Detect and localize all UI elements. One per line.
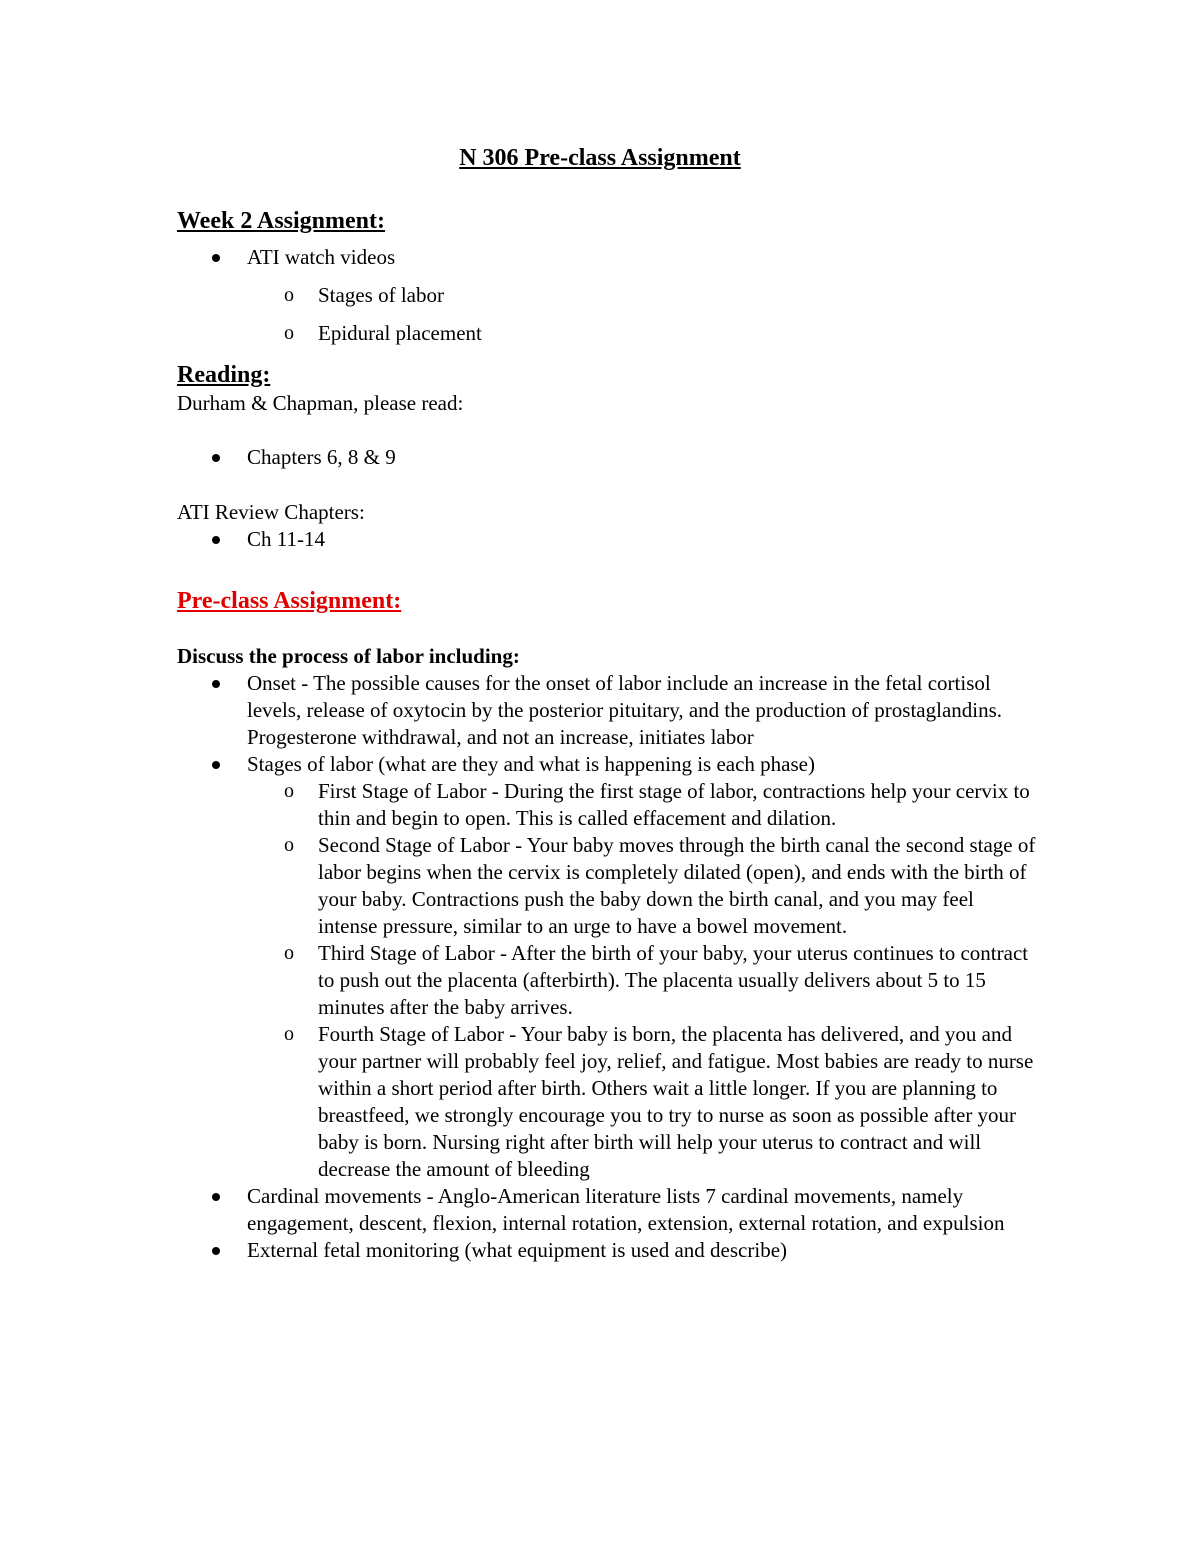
- preclass-heading: Pre-class Assignment:: [177, 588, 402, 614]
- list-item: [177, 244, 1037, 271]
- sub-list-item: [177, 1021, 1037, 1183]
- list-item: [177, 444, 1037, 471]
- discuss-list: [177, 670, 1037, 1264]
- circle-bullet-icon: o: [284, 284, 294, 306]
- list-item: [177, 1183, 1037, 1237]
- list-item-text: Chapters 6, 8 & 9: [247, 445, 396, 469]
- circle-bullet-icon: o: [284, 834, 294, 856]
- circle-bullet-icon: o: [284, 780, 294, 802]
- list-item-text: First Stage of Labor - During the first stage of labor, contractions help your cervix to thin and begin to open. This is called effacement and dilation.: [318, 779, 1030, 830]
- list-item-text: Second Stage of Labor - Your baby moves through the birth canal the second stage of labor begins when the cervix is completely dilated (open), and ends with the birth of your baby. Contractions push the baby down the birth canal, and you may feel intense pressure, similar to an urge to have a bowel movement.: [318, 833, 1036, 938]
- week-heading: Week 2 Assignment:: [177, 208, 386, 234]
- sub-list-item: [177, 778, 1037, 832]
- list-item: [177, 670, 1037, 751]
- list-item: [177, 526, 1037, 553]
- bullet-icon: [212, 1247, 220, 1255]
- sub-list-item: [177, 940, 1037, 1021]
- list-item: [177, 1237, 1037, 1264]
- reading-heading: Reading:: [177, 362, 271, 388]
- bullet-icon: [212, 761, 220, 769]
- bullet-icon: [212, 680, 220, 688]
- list-item: [177, 751, 1037, 1183]
- bullet-icon: [212, 536, 220, 544]
- list-item-text: Third Stage of Labor - After the birth of your baby, your uterus continues to contract to push out the placenta (afterbirth). The placenta usually delivers about 5 to 15 minutes after the baby arrives.: [318, 941, 1029, 1019]
- reading-list: [177, 444, 1037, 471]
- week-list: [177, 244, 1037, 347]
- circle-bullet-icon: o: [284, 942, 294, 964]
- page-title: N 306 Pre-class Assignment: [459, 145, 741, 171]
- discuss-heading: Discuss the process of labor including:: [177, 644, 520, 668]
- ati-review-list: [177, 526, 1037, 553]
- list-item-text: ATI watch videos: [247, 245, 396, 269]
- circle-bullet-icon: o: [284, 1023, 294, 1045]
- bullet-icon: [212, 454, 220, 462]
- sub-list-item: [177, 832, 1037, 940]
- reading-intro: Durham & Chapman, please read:: [177, 391, 464, 415]
- bullet-icon: [212, 254, 220, 262]
- list-item-text: Stages of labor: [318, 283, 444, 307]
- list-item-text: Ch 11-14: [247, 527, 325, 551]
- list-item-text: Fourth Stage of Labor - Your baby is born, the placenta has delivered, and you and your partner will probably feel joy, relief, and fatigue. Most babies are ready to nurse within a short period after birth. Others wait a little longer. If you are planning to breastfeed, we strongly encourage you to try to nurse as soon as possible after your baby is born. Nursing right after birth will help your uterus to contract and will decrease the amount of bleeding: [318, 1022, 1034, 1181]
- list-item-text: Onset - The possible causes for the onset of labor include an increase in the fetal cortisol levels, release of oxytocin by the posterior pituitary, and the production of prostaglandins. Progesterone withdrawal, and not an increase, initiates labor: [247, 671, 1003, 749]
- circle-bullet-icon: o: [284, 322, 294, 344]
- list-item-text: Stages of labor (what are they and what is happening is each phase): [247, 752, 815, 776]
- ati-review-label: ATI Review Chapters:: [177, 500, 365, 524]
- list-item-text: Cardinal movements - Anglo-American literature lists 7 cardinal movements, namely engagement, descent, flexion, internal rotation, extension, external rotation, and expulsion: [247, 1184, 1005, 1235]
- list-item-text: External fetal monitoring (what equipment is used and describe): [247, 1238, 788, 1262]
- list-item-text: Epidural placement: [318, 321, 482, 345]
- bullet-icon: [212, 1193, 220, 1201]
- sub-list-item: [177, 320, 1037, 347]
- sub-list-item: [177, 282, 1037, 309]
